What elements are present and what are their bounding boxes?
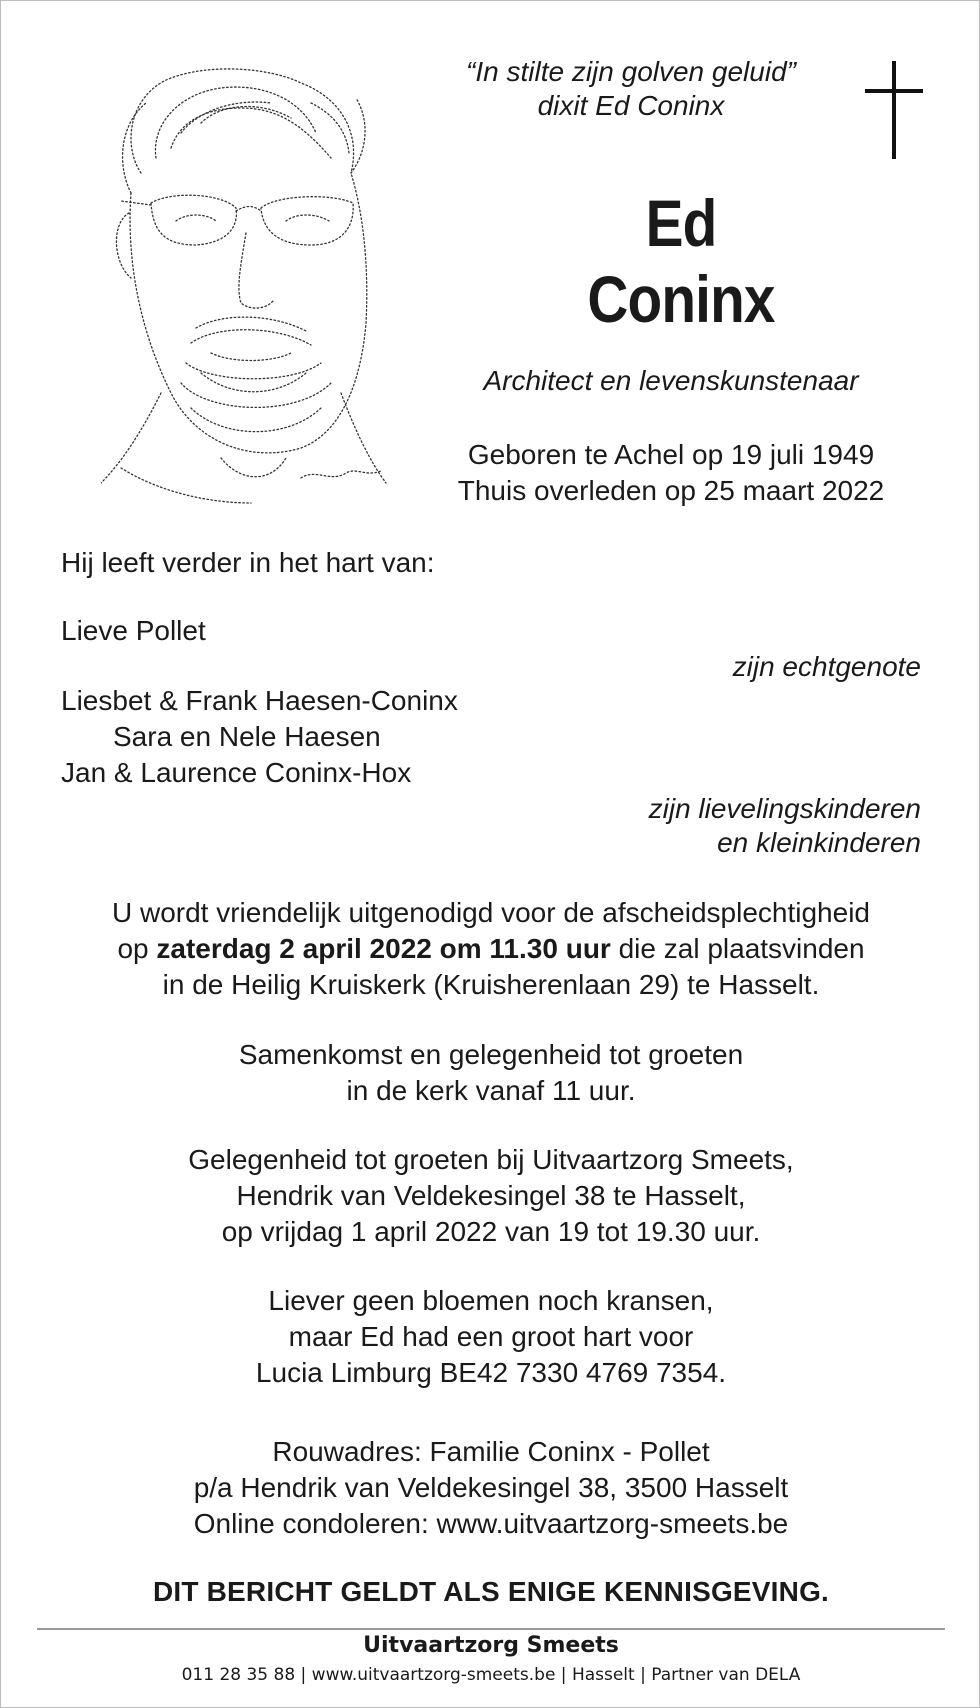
latin-cross-icon <box>865 61 923 159</box>
quote-attribution: dixit Ed Coninx <box>537 90 725 121</box>
funeral-home-contact: 011 28 35 88 | www.uitvaartzorg-smeets.be | Hasselt | Partner van DELA <box>181 1665 801 1685</box>
grandchildren-line: Sara en Nele Haesen <box>113 721 381 752</box>
visitation-info <box>1 1142 980 1250</box>
address-info <box>1 1434 980 1542</box>
ceremony-suffix: die zal plaatsvinden <box>610 933 865 964</box>
first-name: Ed <box>645 186 717 260</box>
visitation-line-1: Gelegenheid tot groeten bij Uitvaartzorg Smeets, <box>188 1144 794 1175</box>
quote-text: “In stilte zijn golven geluid” <box>466 56 796 87</box>
funeral-home-name: Uitvaartzorg Smeets <box>363 1633 619 1658</box>
visitation-line-3: op vrijdag 1 april 2022 van 19 tot 19.30 uur. <box>221 1216 761 1247</box>
flowers-line-1: Liever geen bloemen noch kransen, <box>268 1285 714 1316</box>
ceremony-prefix: op <box>117 933 157 964</box>
life-dates <box>401 437 941 509</box>
child-line: Liesbet & Frank Haesen-Coninx <box>61 685 458 716</box>
spouse-name: Lieve Pollet <box>61 615 206 646</box>
notice-statement: DIT BERICHT GELDT ALS ENIGE KENNISGEVING. <box>152 1576 830 1607</box>
gathering-line-1: Samenkomst en gelegenheid tot groeten <box>238 1039 744 1070</box>
ceremony-line-3: in de Heilig Kruiskerk (Kruisherenlaan 29) te Hasselt. <box>162 969 820 1000</box>
portrait-drawing <box>101 63 391 523</box>
survivors-intro: Hij leeft verder in het hart van: <box>61 547 435 578</box>
spouse-role: zijn echtgenote <box>732 651 921 682</box>
ceremony-line-1: U wordt vriendelijk uitgenodigd voor de afscheidsplechtigheid <box>111 897 870 928</box>
ceremony-line-2 <box>1 931 980 967</box>
flowers-line-2: maar Ed had een groot hart voor <box>288 1321 694 1352</box>
flowers-line-3: Lucia Limburg BE42 7330 4769 7354. <box>255 1357 727 1388</box>
children-role: zijn lievelingskinderen <box>648 793 921 824</box>
death-line: Thuis overleden op 25 maart 2022 <box>457 475 885 506</box>
child-line: Jan & Laurence Coninx-Hox <box>61 757 412 788</box>
flowers-info <box>1 1283 980 1391</box>
grandchildren-role: en kleinkinderen <box>717 827 921 858</box>
quote <box>431 55 831 123</box>
footer-divider <box>37 1628 945 1630</box>
birth-line: Geboren te Achel op 19 juli 1949 <box>467 439 875 470</box>
visitation-line-2: Hendrik van Veldekesingel 38 te Hasselt, <box>236 1180 746 1211</box>
address-line-1: Rouwadres: Familie Coninx - Pollet <box>272 1436 710 1467</box>
gathering-info <box>1 1037 980 1109</box>
address-line-2: p/a Hendrik van Veldekesingel 38, 3500 Hasselt <box>193 1472 789 1503</box>
last-name: Coninx <box>587 262 775 336</box>
ceremony-datetime: zaterdag 2 april 2022 om 11.30 uur <box>156 933 611 964</box>
gathering-line-2: in de kerk vanaf 11 uur. <box>346 1075 636 1106</box>
condolence-link: Online condoleren: www.uitvaartzorg-smeets.be <box>193 1508 789 1539</box>
profession: Architect en levenskunstenaar <box>483 365 859 396</box>
ceremony-info <box>1 895 980 1003</box>
